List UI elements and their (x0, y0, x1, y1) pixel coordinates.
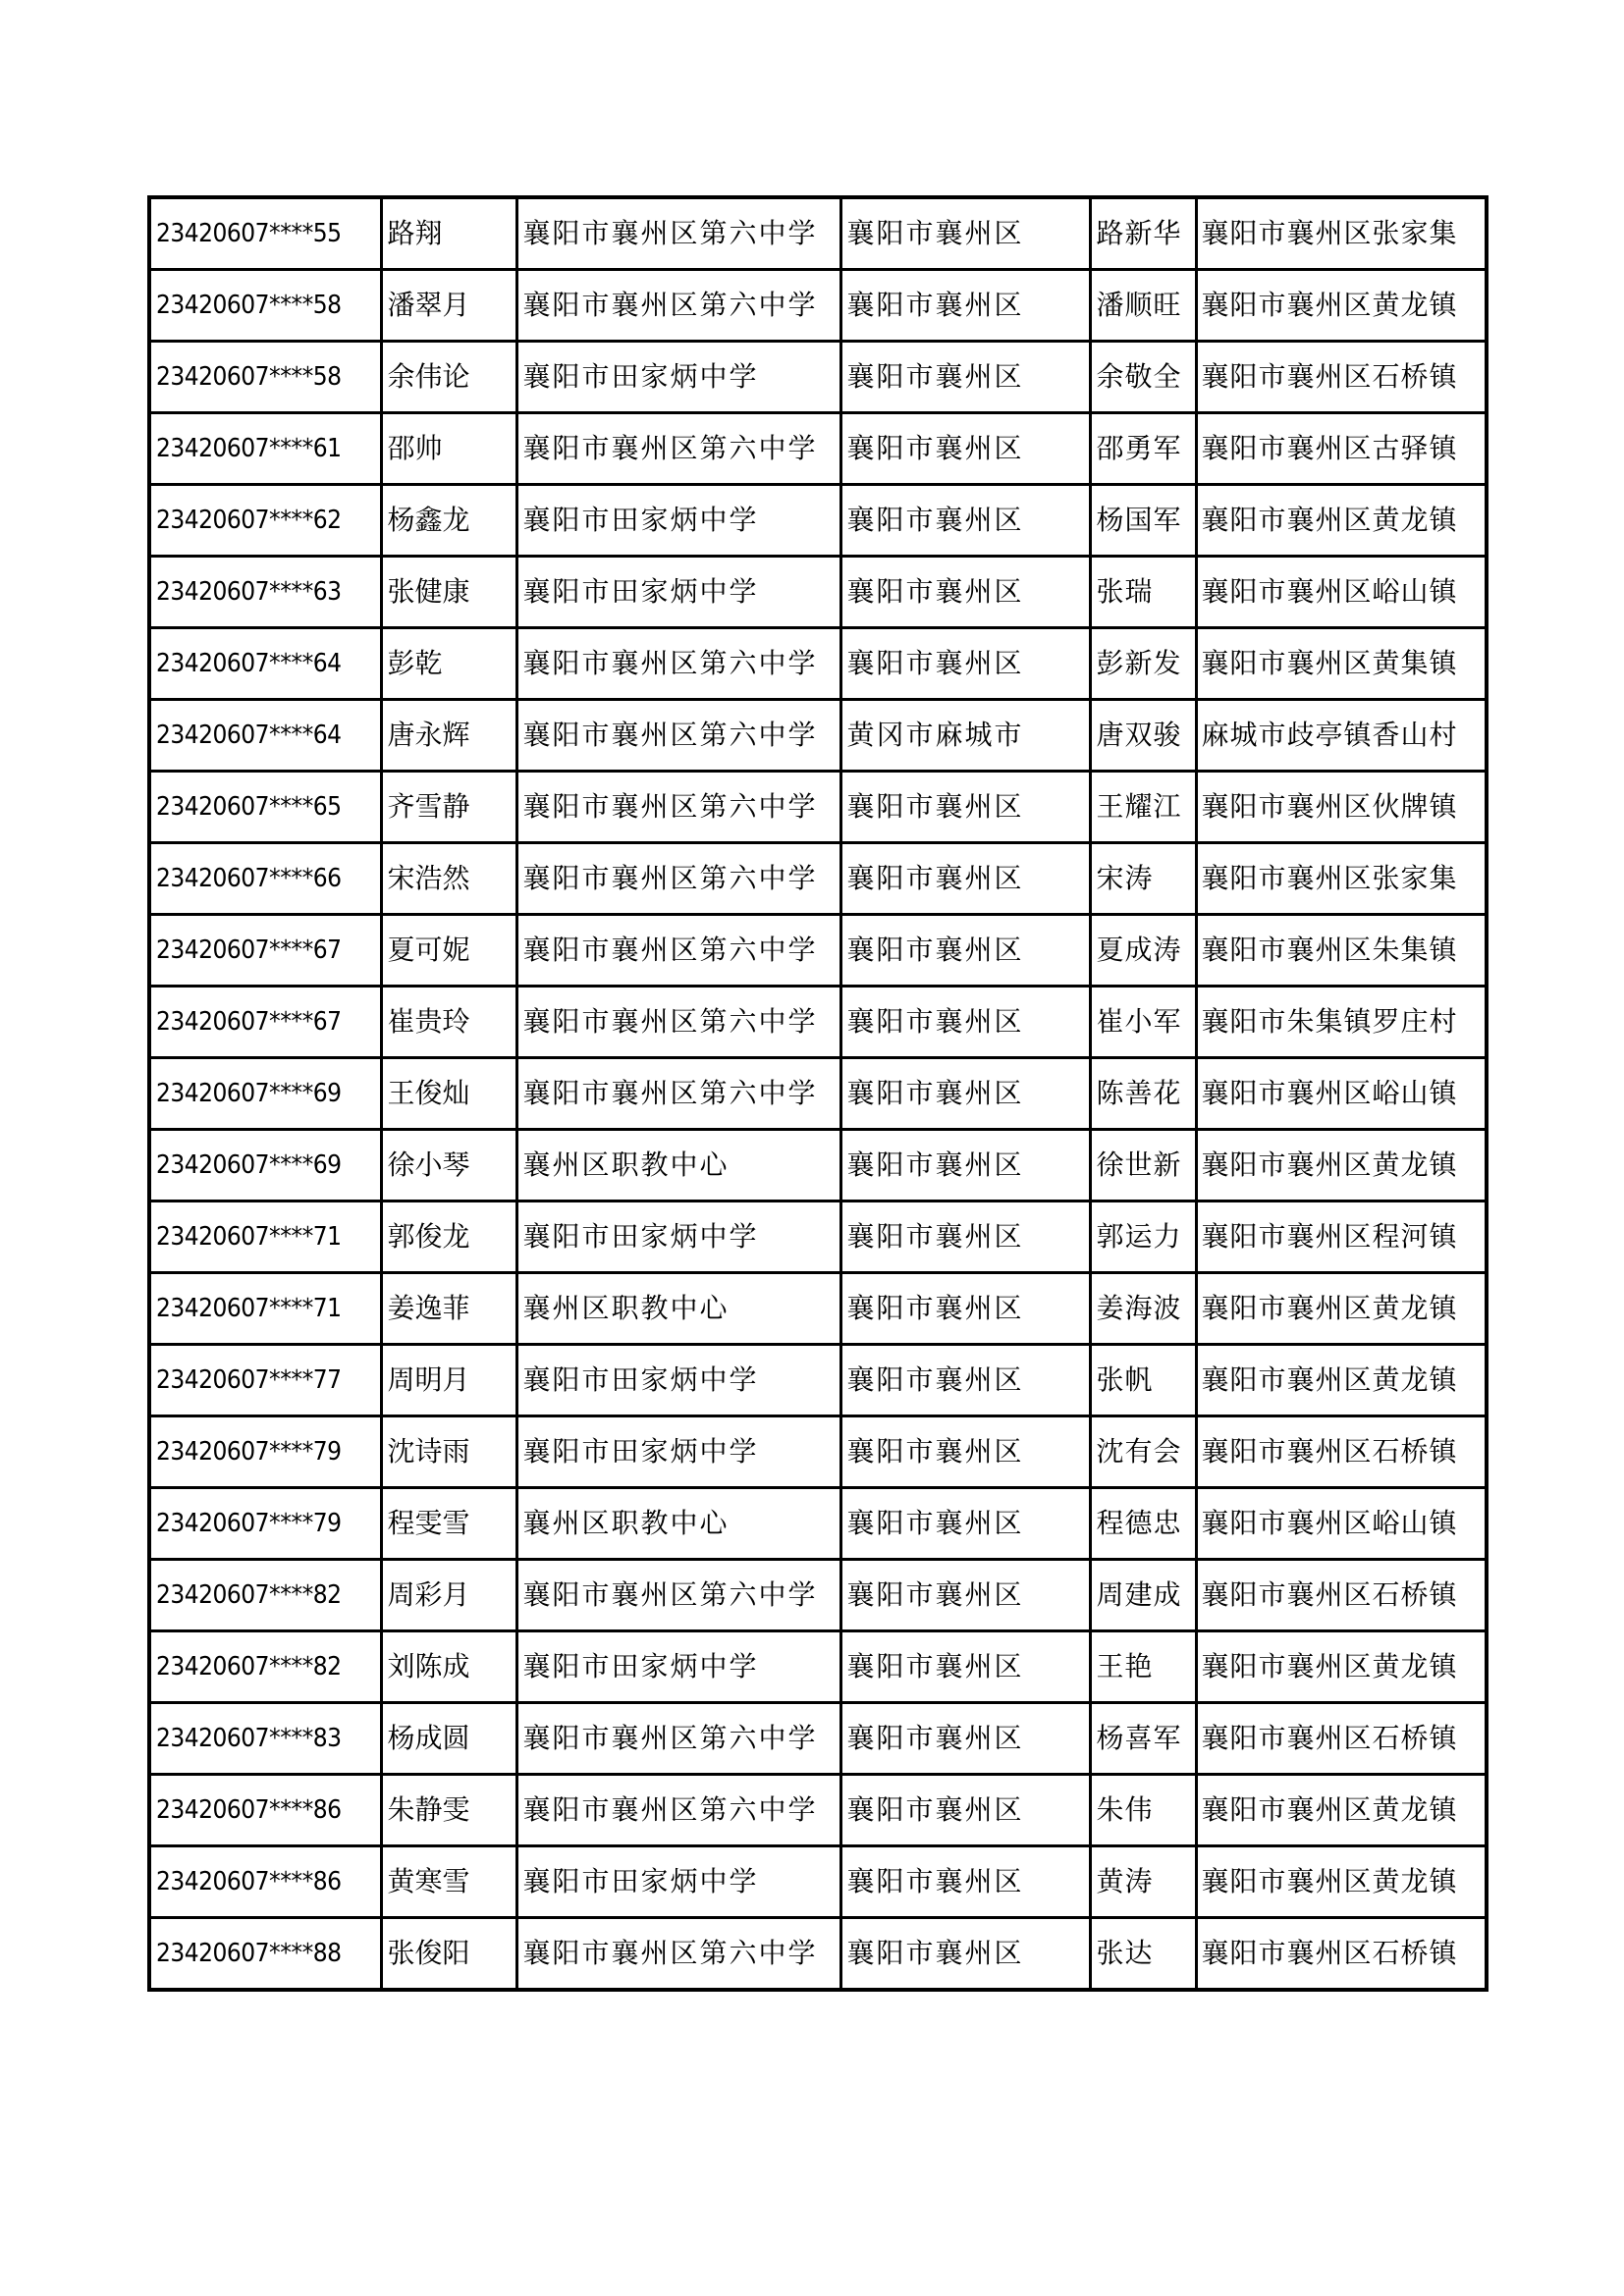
parent-name-cell: 邵勇军 (1090, 413, 1196, 485)
address-cell: 襄阳市襄州区程河镇 (1196, 1201, 1487, 1273)
parent-name-cell: 唐双骏 (1090, 700, 1196, 772)
parent-name-cell: 路新华 (1090, 197, 1196, 270)
hukou-cell: 襄阳市襄州区 (840, 557, 1090, 628)
exam-id-cell: 23420607****77 (149, 1345, 381, 1416)
exam-id-cell: 23420607****55 (149, 197, 381, 270)
address-cell: 襄阳市襄州区黄龙镇 (1196, 1273, 1487, 1345)
address-cell: 襄阳市襄州区张家集 (1196, 197, 1487, 270)
school-cell: 襄阳市襄州区第六中学 (516, 915, 840, 987)
hukou-cell: 襄阳市襄州区 (840, 197, 1090, 270)
student-name-cell: 崔贵玲 (381, 987, 516, 1058)
parent-name-cell: 朱伟 (1090, 1775, 1196, 1846)
address-cell: 襄阳市襄州区黄集镇 (1196, 628, 1487, 700)
exam-id-cell: 23420607****82 (149, 1560, 381, 1631)
address-cell: 襄阳市襄州区黄龙镇 (1196, 1846, 1487, 1918)
parent-name-cell: 黄涛 (1090, 1846, 1196, 1918)
hukou-cell: 襄阳市襄州区 (840, 1703, 1090, 1775)
table-row (149, 413, 1487, 485)
school-cell: 襄阳市襄州区第六中学 (516, 1058, 840, 1130)
parent-name-cell: 张帆 (1090, 1345, 1196, 1416)
parent-name-cell: 姜海波 (1090, 1273, 1196, 1345)
parent-name-cell: 余敬全 (1090, 342, 1196, 413)
exam-id-cell: 23420607****66 (149, 843, 381, 915)
student-name-cell: 周彩月 (381, 1560, 516, 1631)
student-name-cell: 杨成圆 (381, 1703, 516, 1775)
address-cell: 襄阳市襄州区石桥镇 (1196, 1416, 1487, 1488)
table-row (149, 1775, 1487, 1846)
hukou-cell: 襄阳市襄州区 (840, 987, 1090, 1058)
student-name-cell: 沈诗雨 (381, 1416, 516, 1488)
hukou-cell: 襄阳市襄州区 (840, 1775, 1090, 1846)
table-body (149, 197, 1487, 1990)
address-cell: 襄阳市襄州区古驿镇 (1196, 413, 1487, 485)
exam-id-cell: 23420607****58 (149, 342, 381, 413)
exam-id-cell: 23420607****88 (149, 1918, 381, 1991)
address-cell: 襄阳市朱集镇罗庄村 (1196, 987, 1487, 1058)
parent-name-cell: 沈有会 (1090, 1416, 1196, 1488)
exam-id-cell: 23420607****71 (149, 1201, 381, 1273)
school-cell: 襄州区职教中心 (516, 1488, 840, 1560)
hukou-cell: 襄阳市襄州区 (840, 628, 1090, 700)
parent-name-cell: 夏成涛 (1090, 915, 1196, 987)
hukou-cell: 襄阳市襄州区 (840, 1631, 1090, 1703)
hukou-cell: 襄阳市襄州区 (840, 1918, 1090, 1991)
school-cell: 襄阳市襄州区第六中学 (516, 1775, 840, 1846)
table-row (149, 1918, 1487, 1991)
table-row (149, 628, 1487, 700)
parent-name-cell: 杨喜军 (1090, 1703, 1196, 1775)
student-name-cell: 杨鑫龙 (381, 485, 516, 557)
hukou-cell: 襄阳市襄州区 (840, 772, 1090, 843)
exam-id-cell: 23420607****83 (149, 1703, 381, 1775)
school-cell: 襄阳市襄州区第六中学 (516, 1560, 840, 1631)
exam-id-cell: 23420607****79 (149, 1416, 381, 1488)
table-row (149, 342, 1487, 413)
address-cell: 襄阳市襄州区伙牌镇 (1196, 772, 1487, 843)
parent-name-cell: 郭运力 (1090, 1201, 1196, 1273)
school-cell: 襄阳市襄州区第六中学 (516, 772, 840, 843)
address-cell: 襄阳市襄州区黄龙镇 (1196, 1130, 1487, 1201)
address-cell: 襄阳市襄州区张家集 (1196, 843, 1487, 915)
table-row (149, 1846, 1487, 1918)
school-cell: 襄阳市襄州区第六中学 (516, 1918, 840, 1991)
parent-name-cell: 潘顺旺 (1090, 270, 1196, 342)
student-name-cell: 郭俊龙 (381, 1201, 516, 1273)
table-row (149, 1631, 1487, 1703)
exam-id-cell: 23420607****65 (149, 772, 381, 843)
parent-name-cell: 王耀江 (1090, 772, 1196, 843)
hukou-cell: 襄阳市襄州区 (840, 342, 1090, 413)
student-name-cell: 黄寒雪 (381, 1846, 516, 1918)
student-name-cell: 张健康 (381, 557, 516, 628)
parent-name-cell: 张瑞 (1090, 557, 1196, 628)
student-name-cell: 周明月 (381, 1345, 516, 1416)
hukou-cell: 襄阳市襄州区 (840, 1488, 1090, 1560)
parent-name-cell: 杨国军 (1090, 485, 1196, 557)
table-row (149, 915, 1487, 987)
student-name-cell: 宋浩然 (381, 843, 516, 915)
exam-id-cell: 23420607****86 (149, 1846, 381, 1918)
address-cell: 襄阳市襄州区石桥镇 (1196, 1918, 1487, 1991)
hukou-cell: 襄阳市襄州区 (840, 1130, 1090, 1201)
school-cell: 襄阳市田家炳中学 (516, 557, 840, 628)
address-cell: 襄阳市襄州区石桥镇 (1196, 1560, 1487, 1631)
table-row (149, 557, 1487, 628)
table-row (149, 700, 1487, 772)
table-row (149, 1488, 1487, 1560)
student-name-cell: 唐永辉 (381, 700, 516, 772)
exam-id-cell: 23420607****67 (149, 987, 381, 1058)
hukou-cell: 黄冈市麻城市 (840, 700, 1090, 772)
exam-id-cell: 23420607****79 (149, 1488, 381, 1560)
parent-name-cell: 程德忠 (1090, 1488, 1196, 1560)
hukou-cell: 襄阳市襄州区 (840, 270, 1090, 342)
student-name-cell: 张俊阳 (381, 1918, 516, 1991)
address-cell: 麻城市歧亭镇香山村 (1196, 700, 1487, 772)
table-row (149, 772, 1487, 843)
hukou-cell: 襄阳市襄州区 (840, 485, 1090, 557)
student-name-cell: 彭乾 (381, 628, 516, 700)
table-row (149, 270, 1487, 342)
exam-id-cell: 23420607****71 (149, 1273, 381, 1345)
hukou-cell: 襄阳市襄州区 (840, 843, 1090, 915)
school-cell: 襄州区职教中心 (516, 1273, 840, 1345)
student-name-cell: 夏可妮 (381, 915, 516, 987)
table-row (149, 1345, 1487, 1416)
parent-name-cell: 徐世新 (1090, 1130, 1196, 1201)
school-cell: 襄阳市田家炳中学 (516, 1846, 840, 1918)
school-cell: 襄阳市襄州区第六中学 (516, 413, 840, 485)
table-row (149, 1201, 1487, 1273)
exam-id-cell: 23420607****86 (149, 1775, 381, 1846)
address-cell: 襄阳市襄州区峪山镇 (1196, 1488, 1487, 1560)
parent-name-cell: 王艳 (1090, 1631, 1196, 1703)
school-cell: 襄阳市田家炳中学 (516, 342, 840, 413)
table-row (149, 1560, 1487, 1631)
hukou-cell: 襄阳市襄州区 (840, 1058, 1090, 1130)
table-row (149, 1416, 1487, 1488)
table-row (149, 197, 1487, 270)
school-cell: 襄阳市田家炳中学 (516, 1631, 840, 1703)
student-name-cell: 刘陈成 (381, 1631, 516, 1703)
address-cell: 襄阳市襄州区朱集镇 (1196, 915, 1487, 987)
exam-id-cell: 23420607****64 (149, 628, 381, 700)
school-cell: 襄阳市襄州区第六中学 (516, 270, 840, 342)
school-cell: 襄阳市田家炳中学 (516, 1416, 840, 1488)
student-name-cell: 王俊灿 (381, 1058, 516, 1130)
student-name-cell: 姜逸菲 (381, 1273, 516, 1345)
school-cell: 襄阳市田家炳中学 (516, 1345, 840, 1416)
exam-id-cell: 23420607****63 (149, 557, 381, 628)
school-cell: 襄阳市襄州区第六中学 (516, 628, 840, 700)
address-cell: 襄阳市襄州区黄龙镇 (1196, 270, 1487, 342)
hukou-cell: 襄阳市襄州区 (840, 1416, 1090, 1488)
address-cell: 襄阳市襄州区石桥镇 (1196, 342, 1487, 413)
address-cell: 襄阳市襄州区石桥镇 (1196, 1703, 1487, 1775)
school-cell: 襄阳市襄州区第六中学 (516, 197, 840, 270)
hukou-cell: 襄阳市襄州区 (840, 413, 1090, 485)
exam-id-cell: 23420607****67 (149, 915, 381, 987)
exam-id-cell: 23420607****61 (149, 413, 381, 485)
parent-name-cell: 张达 (1090, 1918, 1196, 1991)
exam-id-cell: 23420607****69 (149, 1058, 381, 1130)
hukou-cell: 襄阳市襄州区 (840, 1273, 1090, 1345)
exam-id-cell: 23420607****69 (149, 1130, 381, 1201)
exam-id-cell: 23420607****62 (149, 485, 381, 557)
student-name-cell: 路翔 (381, 197, 516, 270)
student-name-cell: 齐雪静 (381, 772, 516, 843)
school-cell: 襄阳市襄州区第六中学 (516, 843, 840, 915)
table-row (149, 1058, 1487, 1130)
school-cell: 襄阳市田家炳中学 (516, 485, 840, 557)
school-cell: 襄阳市田家炳中学 (516, 1201, 840, 1273)
address-cell: 襄阳市襄州区黄龙镇 (1196, 1345, 1487, 1416)
table-row (149, 1703, 1487, 1775)
address-cell: 襄阳市襄州区峪山镇 (1196, 1058, 1487, 1130)
exam-id-cell: 23420607****64 (149, 700, 381, 772)
student-name-cell: 潘翠月 (381, 270, 516, 342)
school-cell: 襄阳市襄州区第六中学 (516, 987, 840, 1058)
hukou-cell: 襄阳市襄州区 (840, 1201, 1090, 1273)
table-row (149, 1273, 1487, 1345)
school-cell: 襄阳市襄州区第六中学 (516, 1703, 840, 1775)
hukou-cell: 襄阳市襄州区 (840, 1560, 1090, 1631)
hukou-cell: 襄阳市襄州区 (840, 1345, 1090, 1416)
student-name-cell: 程雯雪 (381, 1488, 516, 1560)
hukou-cell: 襄阳市襄州区 (840, 915, 1090, 987)
parent-name-cell: 崔小军 (1090, 987, 1196, 1058)
table-row (149, 843, 1487, 915)
table-row (149, 987, 1487, 1058)
student-name-cell: 朱静雯 (381, 1775, 516, 1846)
hukou-cell: 襄阳市襄州区 (840, 1846, 1090, 1918)
student-name-cell: 邵帅 (381, 413, 516, 485)
address-cell: 襄阳市襄州区黄龙镇 (1196, 1631, 1487, 1703)
school-cell: 襄阳市襄州区第六中学 (516, 700, 840, 772)
address-cell: 襄阳市襄州区黄龙镇 (1196, 1775, 1487, 1846)
school-cell: 襄州区职教中心 (516, 1130, 840, 1201)
student-table (147, 195, 1489, 1992)
address-cell: 襄阳市襄州区黄龙镇 (1196, 485, 1487, 557)
table-row (149, 1130, 1487, 1201)
parent-name-cell: 周建成 (1090, 1560, 1196, 1631)
student-name-cell: 余伟论 (381, 342, 516, 413)
table-row (149, 485, 1487, 557)
parent-name-cell: 宋涛 (1090, 843, 1196, 915)
address-cell: 襄阳市襄州区峪山镇 (1196, 557, 1487, 628)
parent-name-cell: 彭新发 (1090, 628, 1196, 700)
exam-id-cell: 23420607****82 (149, 1631, 381, 1703)
student-name-cell: 徐小琴 (381, 1130, 516, 1201)
parent-name-cell: 陈善花 (1090, 1058, 1196, 1130)
exam-id-cell: 23420607****58 (149, 270, 381, 342)
